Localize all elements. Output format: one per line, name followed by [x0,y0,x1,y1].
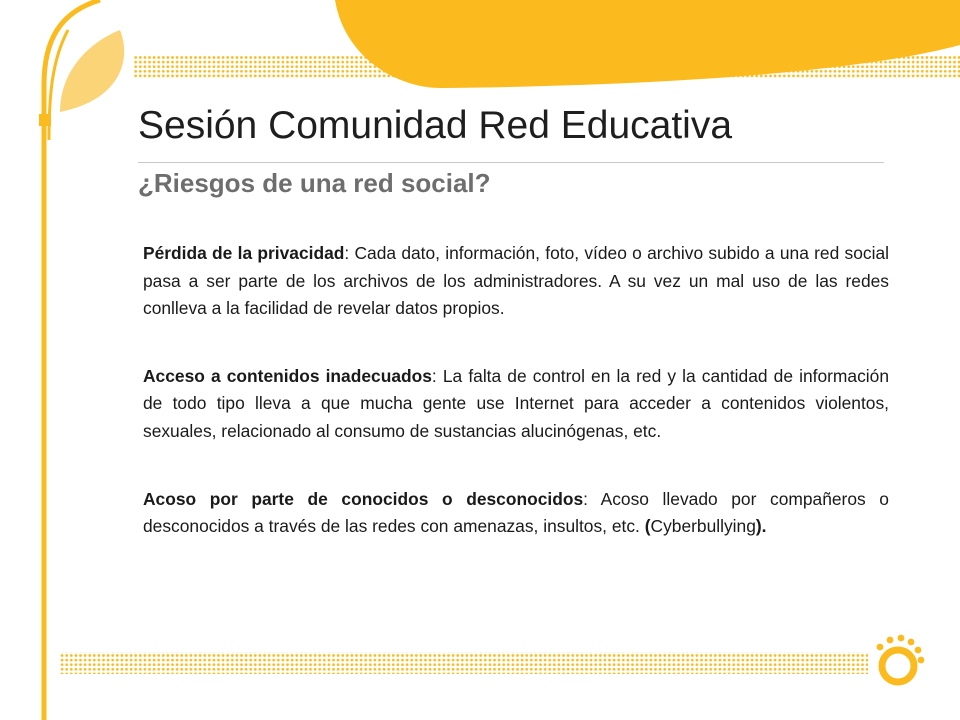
top-dotted-band [133,55,960,78]
paren-close: ). [755,516,767,537]
bottom-dotted-band [60,652,868,674]
content-body [143,240,889,581]
title-divider [138,162,884,163]
paragraph-text: Cada dato, información, foto, vídeo o archivo subido a una red social pasa a ser parte de los archivos de los administradores. A su vez un mal uso de las redes conlleva a la facilidad de revelar datos propios. [143,243,889,319]
paragraph-privacy-loss [143,240,889,323]
paragraph-inappropriate-content [143,363,889,446]
slide-subtitle: ¿Riesgos de una red social? [138,168,491,198]
paren-open: ( [644,516,651,537]
light-petal-shape [60,30,124,112]
term-harassment: Acoso por parte de conocidos o desconocidos [143,488,584,509]
paragraph-text: La falta de control en la red y la cantidad de información de todo tipo lleva a que mucha gente use Internet para acceder a contenidos violentos, sexuales, relacionado al consumo de sustancias alucinógenas, etc. [143,365,889,441]
term-inappropriate-content: Acceso a contenidos inadecuados [143,365,432,386]
paragraph-harassment [143,486,889,541]
left-square-marker [39,114,51,126]
separator: : [344,243,350,263]
separator: : [431,365,437,386]
cyberbullying-term: Cyberbullying [650,516,756,537]
paragraph-text: Acoso llevado por compañeros o desconocidos a través de las redes con amenazas, insultos, etc. [143,488,889,537]
slide-title: Sesión Comunidad Red Educativa [138,104,733,147]
separator: : [583,488,588,509]
brand-swirl-logo-icon [877,635,925,682]
term-privacy-loss: Pérdida de la privacidad [143,243,345,263]
